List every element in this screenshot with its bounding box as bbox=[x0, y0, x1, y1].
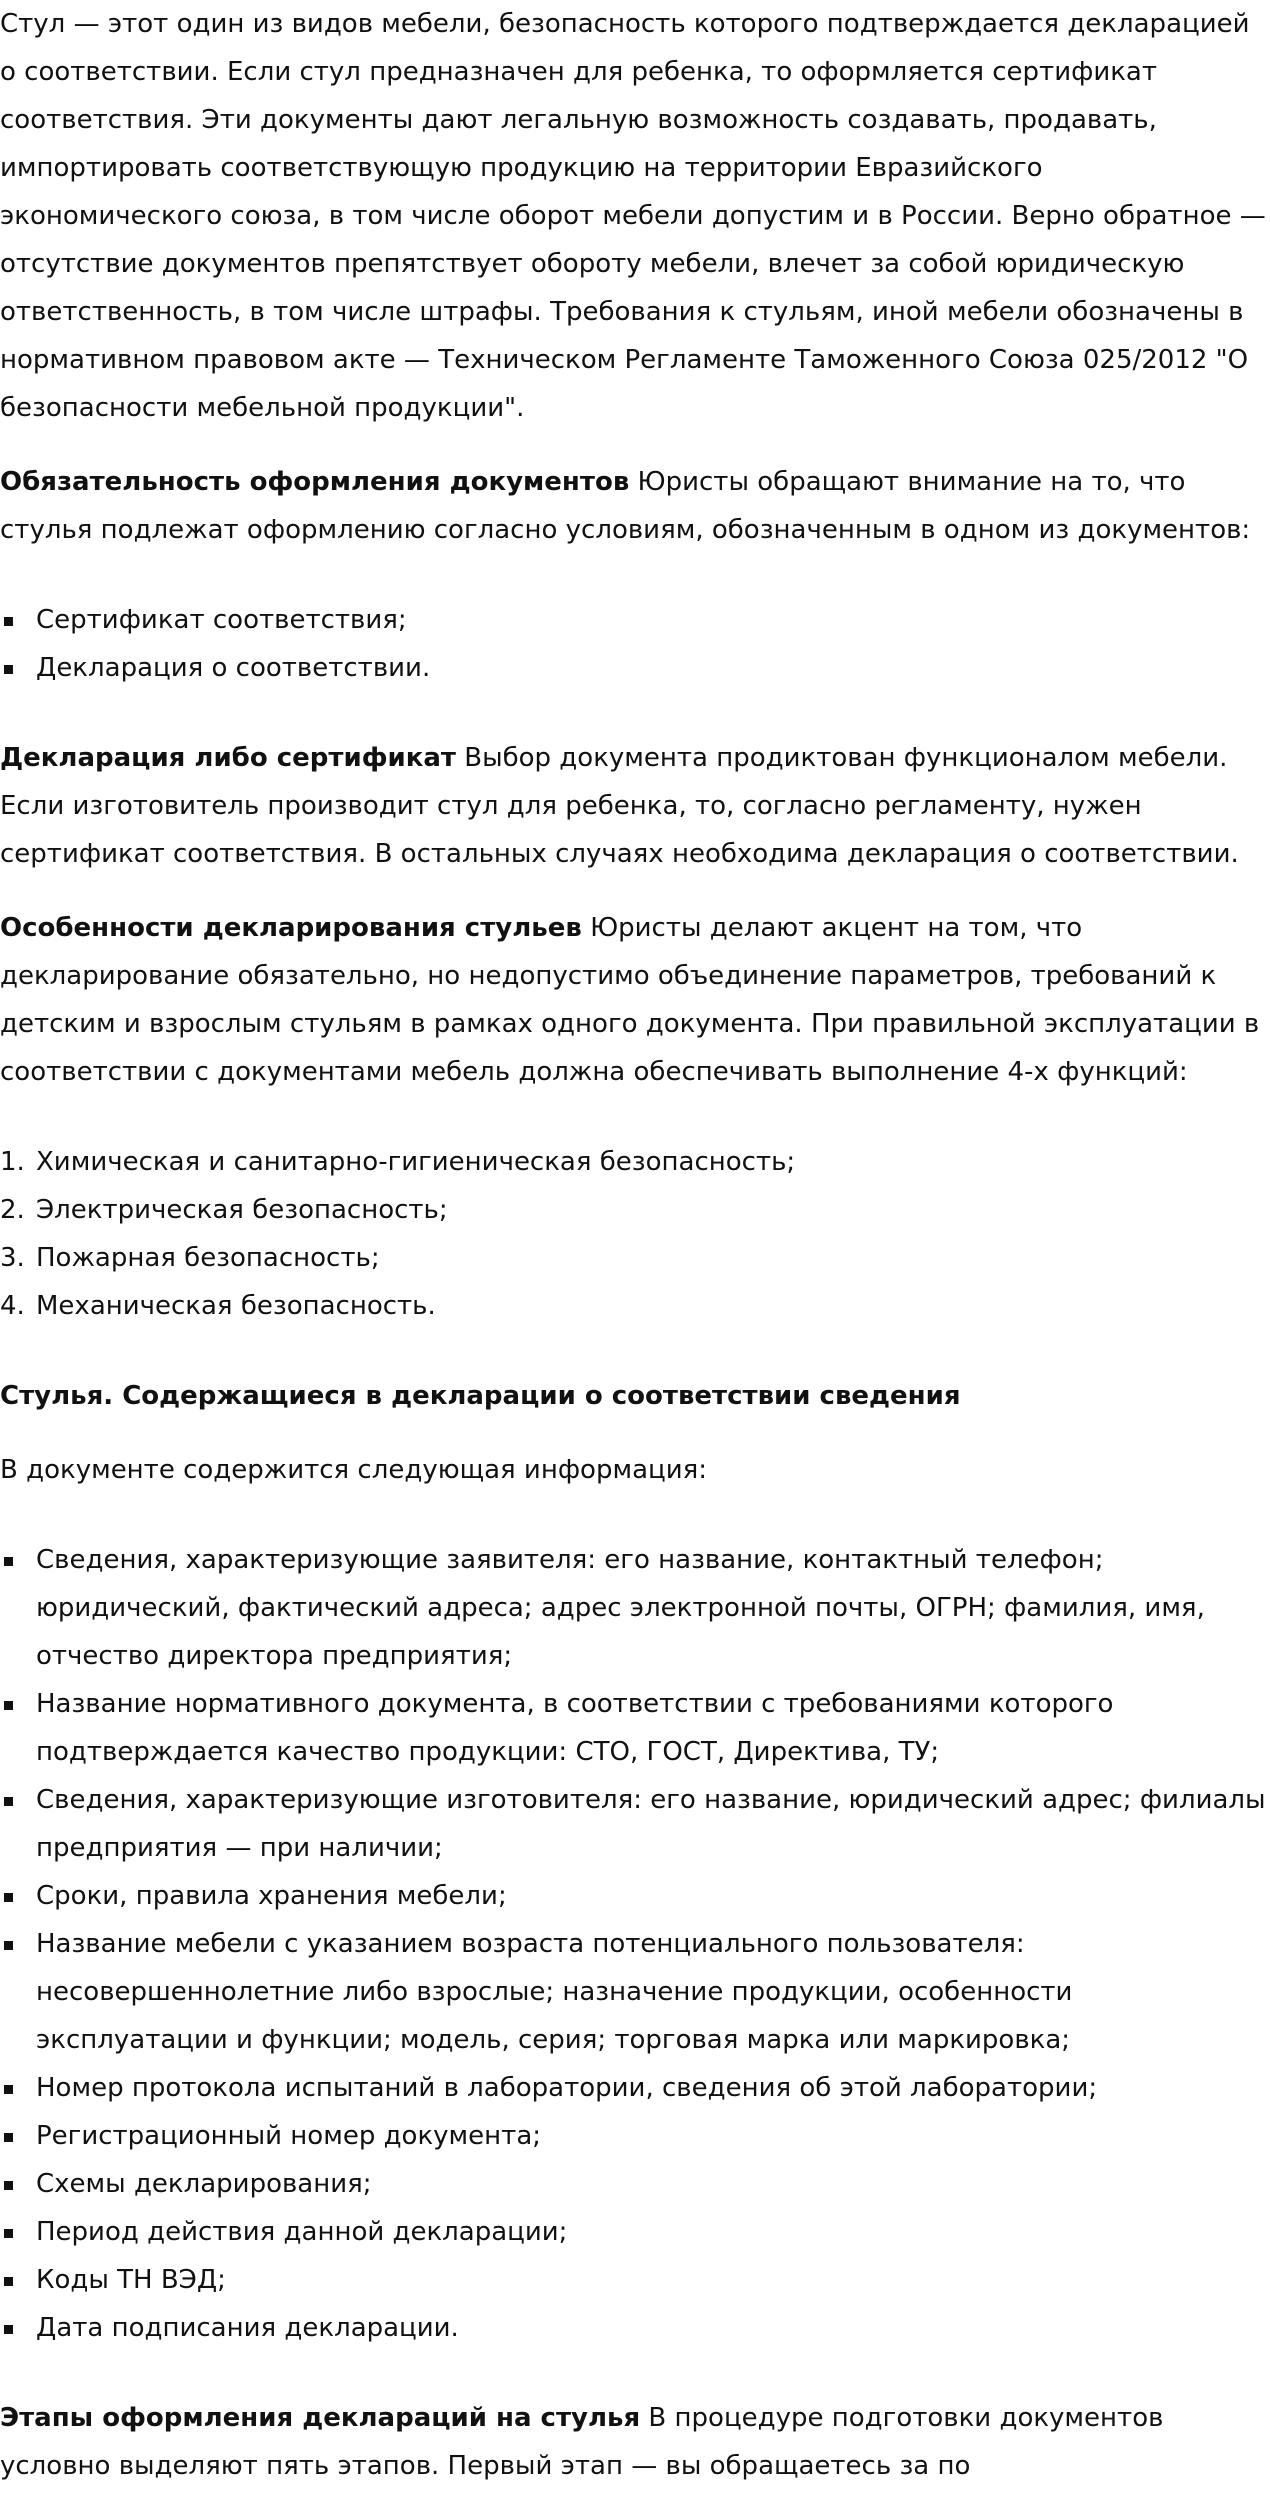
list-item: Коды ТН ВЭД; bbox=[36, 2256, 1270, 2304]
list-item: Сведения, характеризующие заявителя: его название, контактный телефон; юридический, фактический адреса; адрес электронной почты, ОГРН; фамилия, имя, отчество директора предприятия; bbox=[36, 1536, 1270, 1680]
stages-paragraph bbox=[0, 2394, 1270, 2490]
list-item: Период действия данной декларации; bbox=[36, 2208, 1270, 2256]
contents-heading: Стулья. Содержащиеся в декларации о соответствии сведения bbox=[0, 1381, 961, 1411]
list-item: Химическая и санитарно-гигиеническая безопасность; bbox=[36, 1147, 796, 1177]
obligation-heading: Обязательность оформления документов bbox=[0, 467, 630, 497]
stages-heading: Этапы оформления деклараций на стулья bbox=[0, 2403, 641, 2433]
list-item: Регистрационный номер документа; bbox=[36, 2112, 1270, 2160]
list-item: Сертификат соответствия; bbox=[36, 596, 1270, 644]
list-item: Дата подписания декларации. bbox=[36, 2304, 1270, 2352]
intro-paragraph: Стул — этот один из видов мебели, безопасность которого подтверждается декларацией о соответствии. Если стул предназначен для ребенка, то оформляется сертификат соответствия. Эти документы дают легальную возможность создавать, продавать, импортировать соответствующую продукцию на территории Евразийского экономического союза, в том числе оборот мебели допустим и в России. Верно обратное — отсутствие документов препятствует обороту мебели, влечет за собой юридическую ответственность, в том числе штрафы. Требования к стульям, иной мебели обозначены в нормативном правовом акте — Техническом Регламенте Таможенного Союза 025/2012 "О безопасности мебельной продукции". bbox=[0, 9, 1266, 423]
list-item: Механическая безопасность. bbox=[36, 1291, 436, 1321]
list-item: Электрическая безопасность; bbox=[36, 1195, 448, 1225]
list-item: Сведения, характеризующие изготовителя: его название, юридический адрес; филиалы предприятия — при наличии; bbox=[36, 1776, 1270, 1872]
obligation-paragraph bbox=[0, 458, 1270, 554]
features-paragraph bbox=[0, 904, 1270, 1096]
list-item: Номер протокола испытаний в лаборатории, сведения об этой лаборатории; bbox=[36, 2064, 1270, 2112]
choice-paragraph bbox=[0, 734, 1270, 878]
choice-heading: Декларация либо сертификат bbox=[0, 743, 456, 773]
declaration-contents-list bbox=[0, 1536, 1270, 2352]
list-item: Название мебели с указанием возраста потенциального пользователя: несовершеннолетние либо взрослые; назначение продукции, особенности эксплуатации и функции; модель, серия; торговая марка или маркировка; bbox=[36, 1920, 1270, 2064]
obligation-text: Юристы обращают внимание на то, что стулья подлежат оформлению согласно условиям, обозначенным в одном из документов: bbox=[0, 467, 1251, 545]
choice-text: Выбор документа продиктован функционалом мебели. Если изготовитель производит стул для ребенка, то, согласно регламенту, нужен сертификат соответствия. В остальных случаях необходима декларация о соответствии. bbox=[0, 743, 1239, 869]
functions-list bbox=[0, 1138, 1270, 1330]
contents-paragraph: В документе содержится следующая информация: bbox=[0, 1455, 708, 1485]
list-item: Название нормативного документа, в соответствии с требованиями которого подтверждается качество продукции: СТО, ГОСТ, Директива, ТУ; bbox=[36, 1680, 1270, 1776]
documents-list bbox=[0, 596, 1270, 692]
list-item: Сроки, правила хранения мебели; bbox=[36, 1872, 1270, 1920]
list-item: Пожарная безопасность; bbox=[36, 1243, 380, 1273]
list-item: Схемы декларирования; bbox=[36, 2160, 1270, 2208]
features-heading: Особенности декларирования стульев bbox=[0, 913, 582, 943]
stages-text: В процедуре подготовки документов условно выделяют пять этапов. Первый этап — вы обращаетесь за по bbox=[0, 2403, 1164, 2481]
features-text: Юристы делают акцент на том, что декларирование обязательно, но недопустимо объединение параметров, требований к детским и взрослым стульям в рамках одного документа. При правильной эксплуатации в соответствии с документами мебель должна обеспечивать выполнение 4-х функций: bbox=[0, 913, 1260, 1087]
list-item: Декларация о соответствии. bbox=[36, 644, 1270, 692]
